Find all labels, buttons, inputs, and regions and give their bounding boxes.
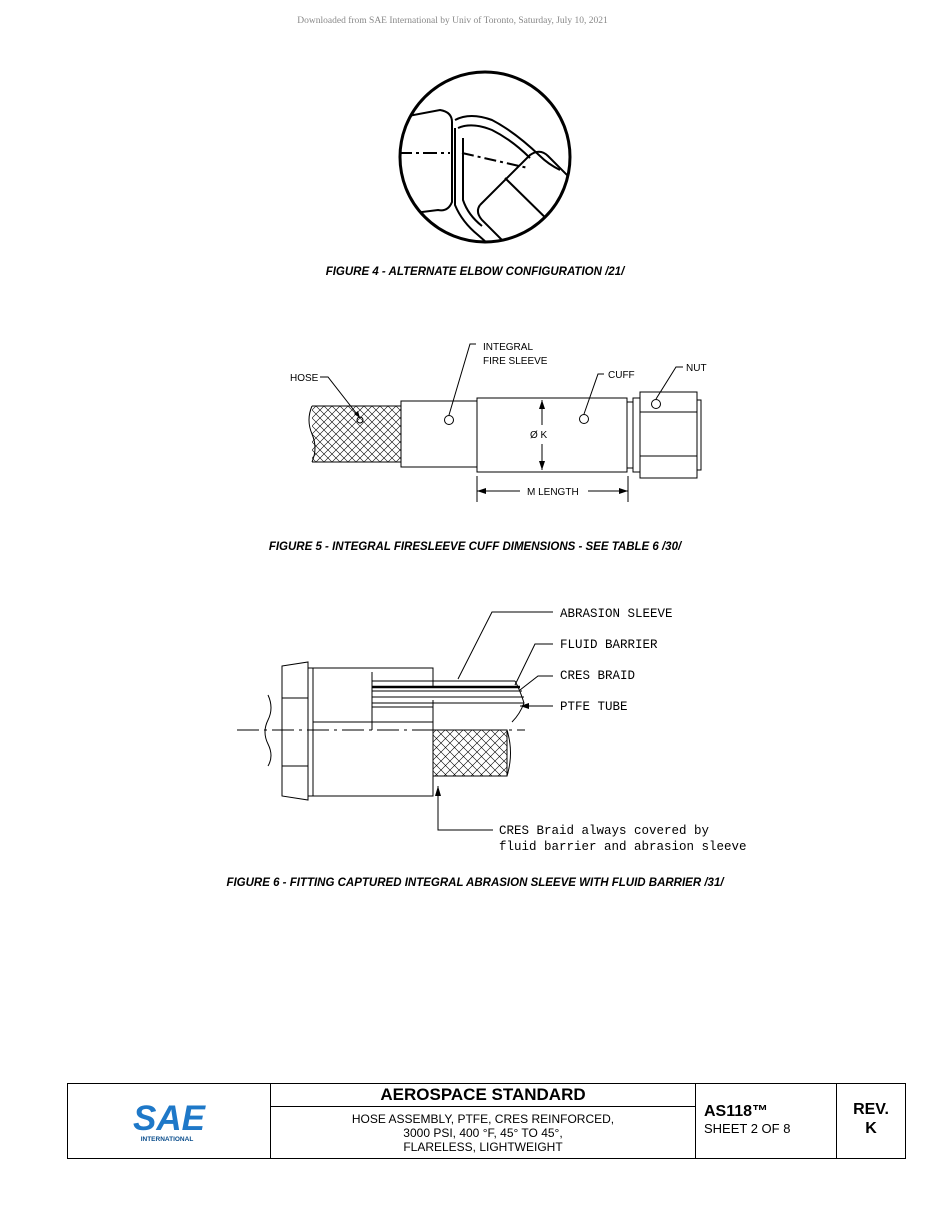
logo-text: SAE <box>133 1099 205 1138</box>
standard-description <box>271 1107 695 1158</box>
label-nut: NUT <box>686 363 707 374</box>
figure-6-drawing <box>0 590 950 870</box>
title-block <box>67 1083 906 1159</box>
figure-4-drawing <box>0 60 950 320</box>
figure-6-caption: FIGURE 6 - FITTING CAPTURED INTEGRAL ABRASION SLEEVE WITH FLUID BARRIER /31/ <box>226 877 724 889</box>
figure-5-caption: FIGURE 5 - INTEGRAL FIRESLEEVE CUFF DIMENSIONS - SEE TABLE 6 /30/ <box>268 541 682 553</box>
label-abrasion-sleeve: ABRASION SLEEVE <box>560 607 673 621</box>
standard-title: AEROSPACE STANDARD <box>271 1084 695 1107</box>
document-number-cell <box>696 1084 837 1158</box>
detail-circle <box>400 72 570 242</box>
desc-line-3: FLARELESS, LIGHTWEIGHT <box>403 1140 563 1154</box>
label-fire-sleeve: FIRE SLEEVE <box>483 356 548 367</box>
title-cell <box>271 1084 696 1158</box>
desc-line-1: HOSE ASSEMBLY, PTFE, CRES REINFORCED, <box>351 1112 615 1126</box>
revision-cell <box>837 1084 905 1158</box>
label-diameter-k: Ø K <box>530 430 548 441</box>
label-m-length: M LENGTH <box>527 487 579 498</box>
logo-subtext: INTERNATIONAL <box>140 1136 194 1143</box>
note-line-2: fluid barrier and abrasion sleeve <box>499 840 747 854</box>
revision-label: REV. <box>853 1101 889 1118</box>
figure-4-caption: FIGURE 4 - ALTERNATE ELBOW CONFIGURATION /21/ <box>325 266 625 278</box>
label-fluid-barrier: FLUID BARRIER <box>560 638 658 652</box>
sheet-number: SHEET 2 OF 8 <box>704 1121 791 1136</box>
sae-logo <box>68 1084 271 1158</box>
download-watermark: Downloaded from SAE International by Univ of Toronto, Saturday, July 10, 2021 <box>297 16 608 26</box>
revision-value: K <box>865 1120 877 1137</box>
figure-5-drawing <box>0 330 950 530</box>
label-ptfe-tube: PTFE TUBE <box>560 700 628 714</box>
label-cres-braid: CRES BRAID <box>560 669 636 683</box>
note-line-1: CRES Braid always covered by <box>499 824 710 838</box>
desc-line-2: 3000 PSI, 400 °F, 45° TO 45°, <box>403 1126 563 1140</box>
label-integral: INTEGRAL <box>483 342 534 353</box>
document-number: AS118™ <box>704 1103 769 1120</box>
label-hose: HOSE <box>290 373 319 384</box>
label-cuff: CUFF <box>608 370 635 381</box>
